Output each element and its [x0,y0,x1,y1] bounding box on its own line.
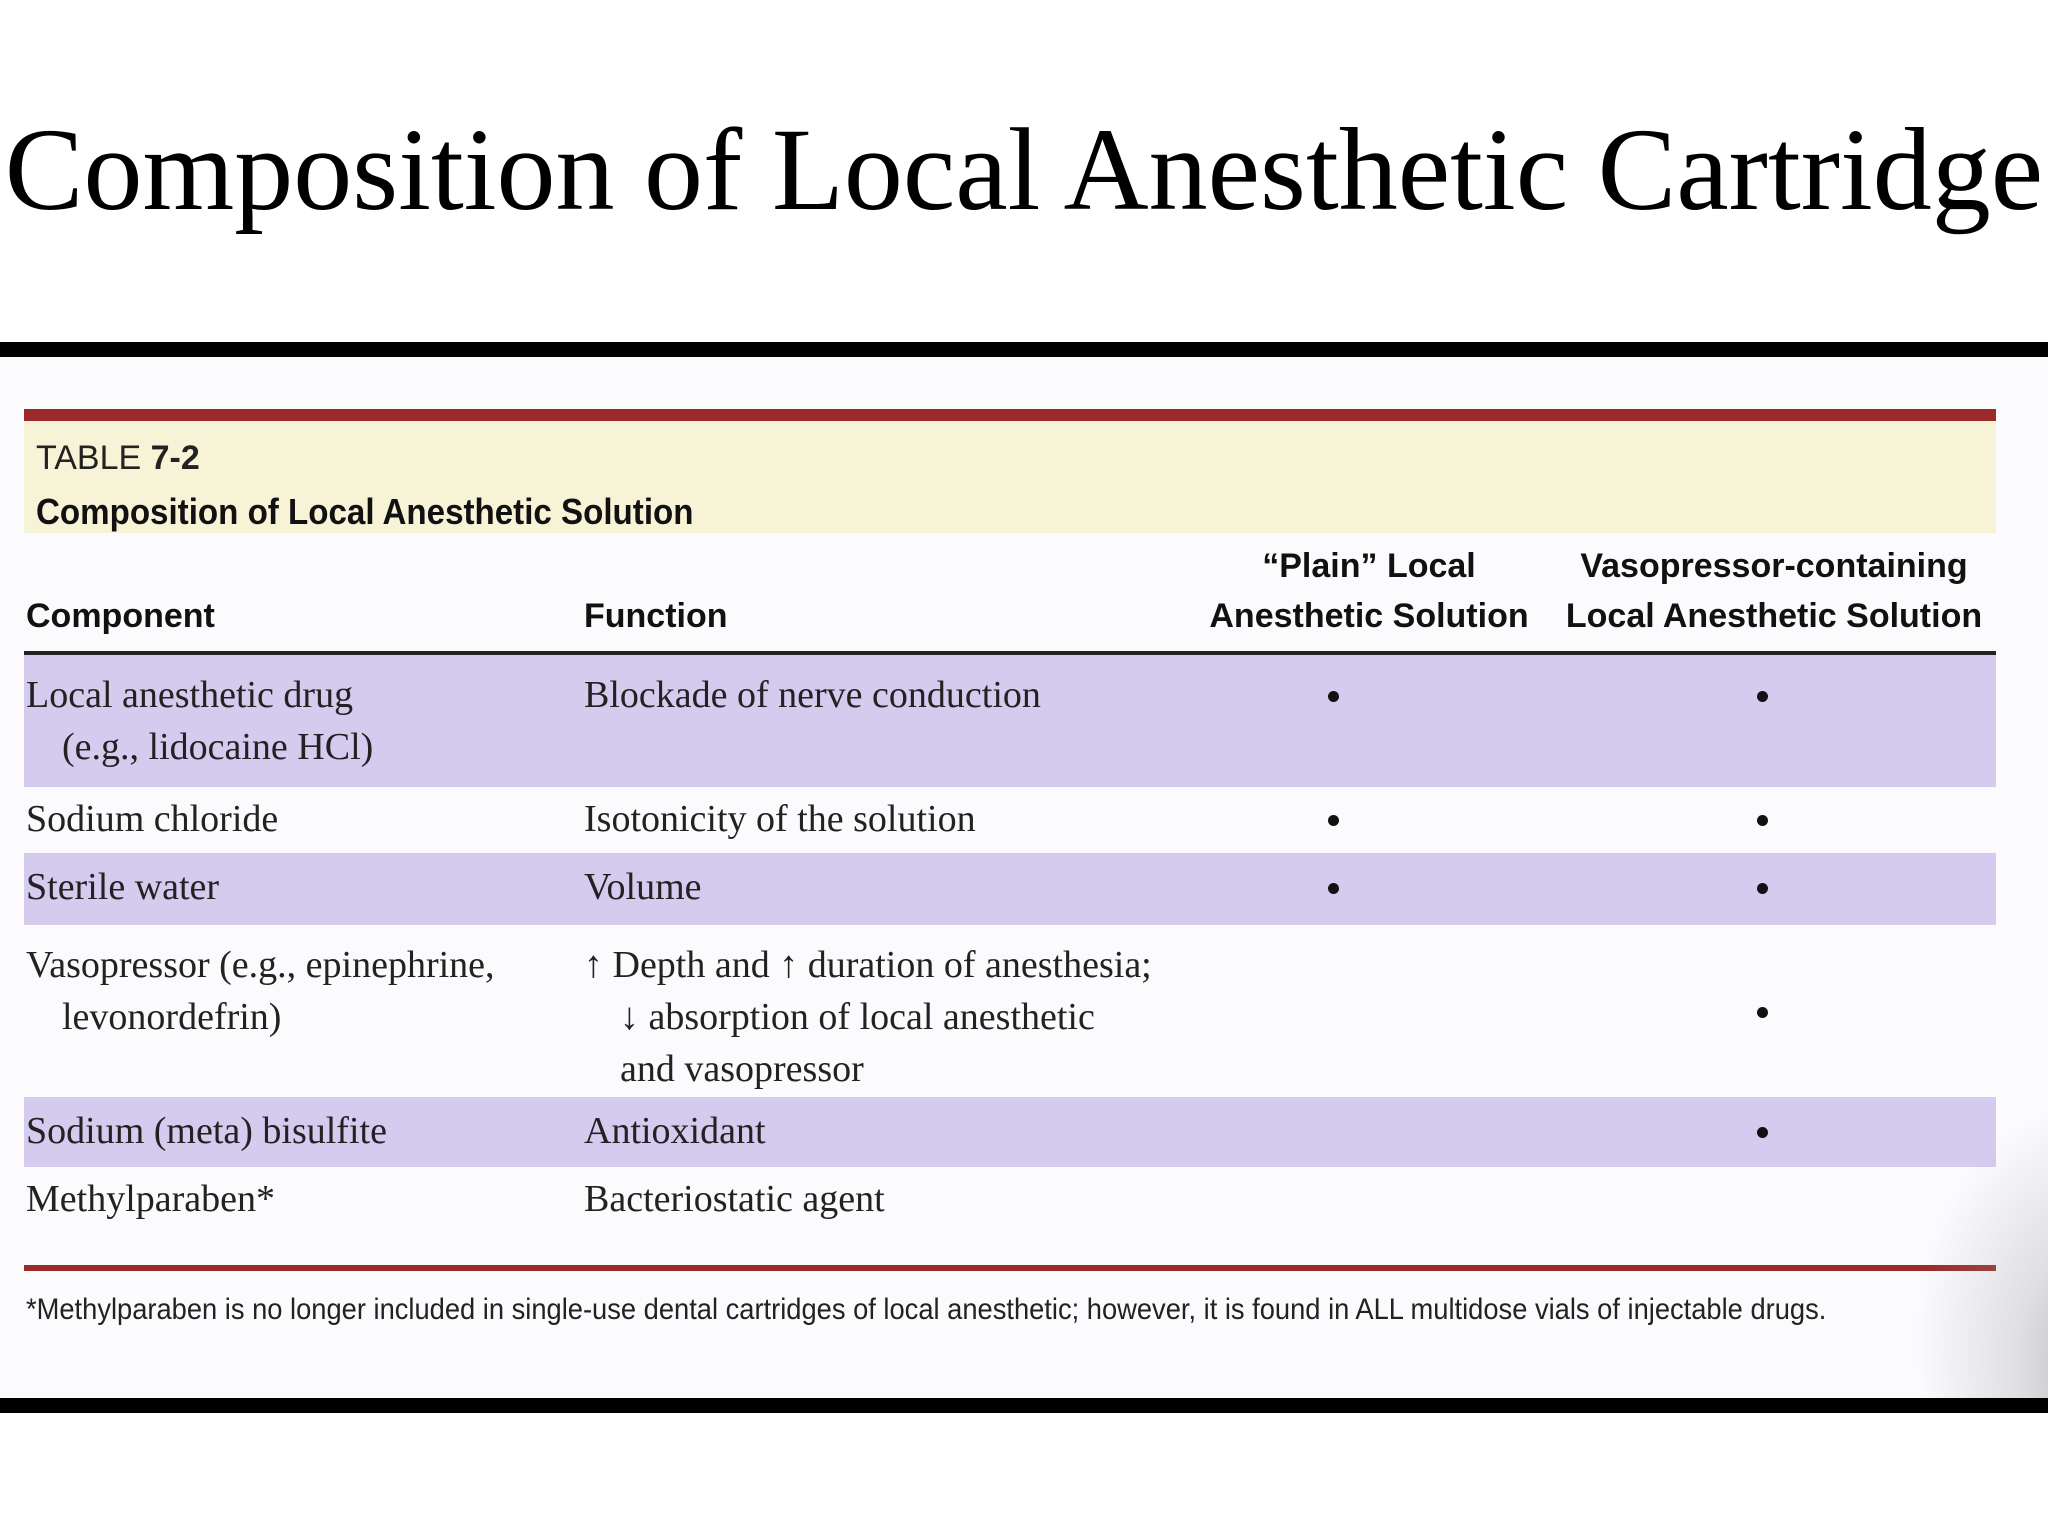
component-cell: Sodium chloride [26,798,279,840]
function-cell: Isotonicity of the solution [584,798,976,840]
table-header-row [24,533,1996,655]
table-row [24,787,1996,853]
function-cell: Blockade of nerve conduction [584,674,1041,716]
table-7-2 [24,409,1996,1327]
component-cell [26,939,566,1043]
component-cell: Methylparaben* [26,1178,276,1220]
table-bottom-rule [24,1265,1996,1271]
header-vaso-line2: Local Anesthetic Solution [1565,597,1983,635]
table-top-rule [24,409,1996,421]
header-vaso-line1: Vasopressor-containing [1580,547,1968,585]
table-title: Composition of Local Anesthetic Solution [36,491,694,532]
bullet-dot-icon [1328,815,1339,826]
bullet-dot-icon [1757,883,1768,894]
component-cell: Sodium (meta) bisulfite [26,1110,387,1152]
header-vasopressor-solution [1564,541,1984,641]
component-cell [26,669,566,773]
function-line: and vasopressor [620,1048,864,1090]
function-cell: Bacteriostatic agent [584,1178,885,1220]
header-plain-line1: “Plain” Local [1262,547,1476,585]
scanned-table-image [0,357,2048,1398]
function-cell: Volume [584,866,702,908]
component-line: Vasopressor (e.g., epinephrine, [26,944,495,986]
function-line: ↓ absorption of local anesthetic [620,996,1095,1038]
bullet-dot-icon [1328,883,1339,894]
component-cell: Sterile water [26,866,220,908]
table-row [24,1097,1996,1167]
bullet-dot-icon [1757,691,1768,702]
slide-title: Composition of Local Anesthetic Cartridge [4,104,2044,235]
component-line: (e.g., lidocaine HCl) [62,726,374,768]
bullet-dot-icon [1328,691,1339,702]
bottom-divider [0,1398,2048,1413]
component-line: Local anesthetic drug [26,674,354,716]
component-line: levonordefrin) [62,996,282,1038]
bullet-dot-icon [1757,815,1768,826]
table-footnote: *Methylparaben is no longer included in single-use dental cartridges of local anesthetic; however, it is found in ALL multidose vials of injectable drugs. [26,1293,1827,1326]
function-cell [584,939,1184,1095]
table-row [24,853,1996,925]
table-row [24,925,1996,1097]
bullet-dot-icon [1757,1127,1768,1138]
table-caption [24,421,1996,533]
table-number [36,439,200,478]
function-line: ↑ Depth and ↑ duration of anesthesia; [584,944,1152,986]
table-row [24,1167,1996,1257]
header-component: Component [26,597,215,635]
header-plain-solution [1184,541,1554,641]
top-divider [0,342,2048,357]
bullet-dot-icon [1757,1007,1768,1018]
table-row [24,655,1996,787]
table-number-prefix: TABLE [36,439,142,477]
function-cell: Antioxidant [584,1110,766,1152]
header-plain-line2: Anesthetic Solution [1209,597,1529,635]
table-number-value: 7-2 [150,439,200,477]
header-function: Function [584,597,728,635]
